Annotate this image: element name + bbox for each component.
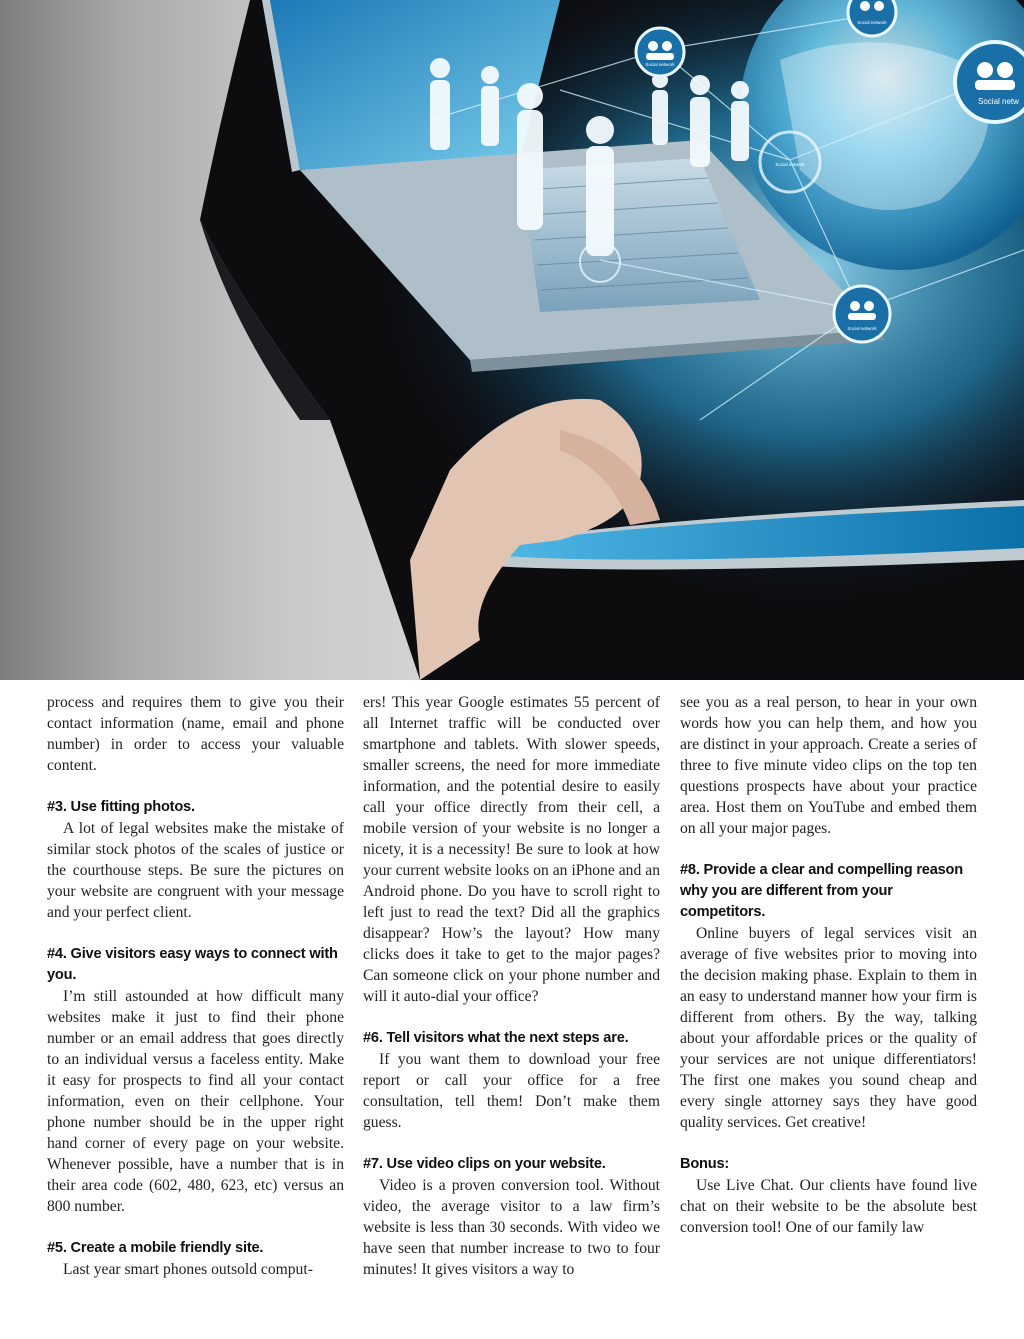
paragraph: ers! This year Google estimates 55 percent of all Internet traffic will be conducted over smartphone and tablets. With slower speeds, smaller screens, the need for more immediate information, and the potential desire to easily call your office directly from their cell, a mobile version of your website is no longer a nicety, it is a necessity! Be sure to look at how your current website looks on an iPhone and an Android phone. Do you have to scroll right to left just to read the text? Did all the graphics disappear? How’s the layout? How many clicks does it take to get to the major pages? Can someone click on your phone number and will it auto-dial your office?	[363, 694, 660, 1005]
social-badge-4-label: Social network	[847, 326, 877, 331]
section-heading-8: #8. Provide a clear and compelling reason why you are different from your competitors.	[680, 862, 963, 920]
social-badge-2-label: Social network	[857, 20, 887, 25]
article-column-3	[680, 692, 977, 1238]
social-badge-1	[636, 28, 684, 76]
social-badge-5	[955, 42, 1024, 122]
social-badge-5-label: Social netw	[978, 97, 1019, 106]
section-heading-7: #7. Use video clips on your website.	[363, 1156, 606, 1172]
paragraph: I’m still astounded at how difficult many websites make it just to find their phone number or an email address that goes directly to an individual versus a faceless entity. Make it easy for prospects to find all your contact information, even on their cellphone. Your phone number should be in the upper right hand corner of every page on your website. Whenever possible, have a number that is in their area code (602, 480, 623, etc) versus an 800 number.	[47, 988, 344, 1215]
section-heading-6: #6. Tell visitors what the next steps are.	[363, 1030, 629, 1046]
paragraph: A lot of legal websites make the mistake of similar stock photos of the scales of justice or the courthouse steps. Be sure the pictures on your website are congruent with your message and your perfect client.	[47, 820, 344, 921]
paragraph: If you want them to download your free report or call your office for a free consultation, tell them! Don’t make them guess.	[363, 1051, 660, 1131]
section-heading-5: #5. Create a mobile friendly site.	[47, 1240, 264, 1256]
section-heading-bonus: Bonus:	[680, 1156, 730, 1172]
social-badge-3-label: Social network	[775, 162, 805, 167]
paragraph: process and requires them to give you their contact information (name, email and phone number) in order to access your valuable content.	[47, 694, 344, 774]
paragraph: Video is a proven conversion tool. Without video, the average visitor to a law firm’s website is less than 30 seconds. With video we have seen that number increase to two to four minutes! It gives visitors a way to	[363, 1177, 660, 1278]
article-column-2	[363, 692, 660, 1280]
paragraph: Use Live Chat. Our clients have found live chat on their website to be the absolute best conversion tool! One of our family law	[680, 1177, 977, 1236]
social-badge-1-label: Social network	[645, 62, 675, 67]
paragraph: Last year smart phones outsold comput-	[63, 1261, 313, 1278]
social-badge-4	[834, 286, 890, 342]
article-column-1	[47, 692, 344, 1280]
section-heading-4: #4. Give visitors easy ways to connect with you.	[47, 946, 338, 983]
social-badge-2	[848, 0, 896, 36]
paragraph: see you as a real person, to hear in your own words how you can help them, and how you are distinct in your approach. Create a series of three to five minute video clips on the top ten questions prospects have about your practice area. Host them on YouTube and embed them on all your major pages.	[680, 694, 977, 837]
section-heading-3: #3. Use fitting photos.	[47, 799, 195, 815]
paragraph: Online buyers of legal services visit an average of five websites prior to moving into the decision making phase. Explain to them in an easy to understand manner how your firm is different from others. By the way, talking about your affordable prices or the quality of your services are not unique differentiators! The first one makes you sound cheap and every single attorney says they have good quality services. Get creative!	[680, 925, 977, 1131]
